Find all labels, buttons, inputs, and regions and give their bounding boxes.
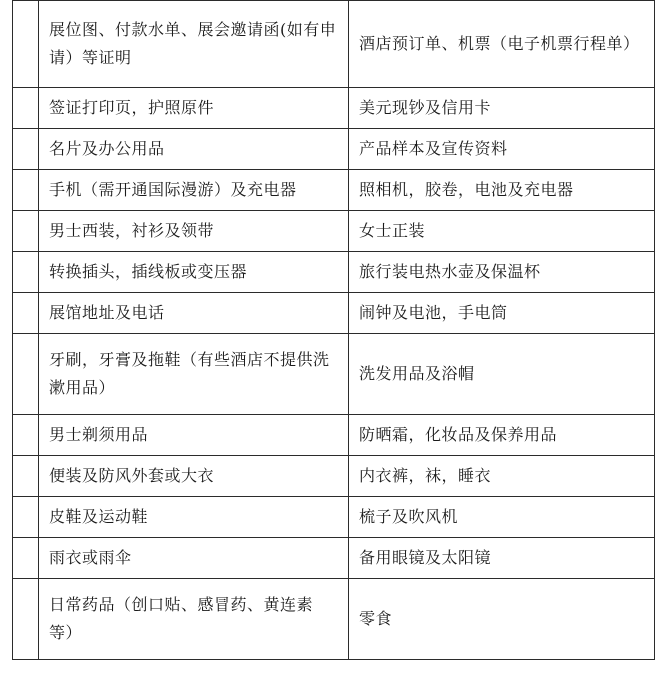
right-item-cell: 闹钟及电池，手电筒: [349, 293, 655, 334]
table-row: [13, 1, 655, 88]
table-row: [13, 456, 655, 497]
right-item-cell: 零食: [349, 579, 655, 660]
left-item-cell: 转换插头，插线板或变压器: [39, 252, 349, 293]
row-marker-cell: [13, 538, 39, 579]
right-item-cell: 酒店预订单、机票（电子机票行程单）: [349, 1, 655, 88]
row-marker-cell: [13, 88, 39, 129]
right-item-cell: 旅行装电热水壶及保温杯: [349, 252, 655, 293]
table-row: [13, 334, 655, 415]
right-item-cell: 美元现钞及信用卡: [349, 88, 655, 129]
left-item-cell: 便装及防风外套或大衣: [39, 456, 349, 497]
left-item-cell: 日常药品（创口贴、感冒药、黄连素等）: [39, 579, 349, 660]
row-marker-cell: [13, 579, 39, 660]
row-marker-cell: [13, 170, 39, 211]
table-row: [13, 579, 655, 660]
right-item-cell: 防晒霜，化妆品及保养用品: [349, 415, 655, 456]
right-item-cell: 洗发用品及浴帽: [349, 334, 655, 415]
right-item-cell: 照相机，胶卷，电池及充电器: [349, 170, 655, 211]
table-row: [13, 252, 655, 293]
row-marker-cell: [13, 334, 39, 415]
left-item-cell: 男士西装，衬衫及领带: [39, 211, 349, 252]
left-item-cell: 皮鞋及运动鞋: [39, 497, 349, 538]
right-item-cell: 内衣裤，袜，睡衣: [349, 456, 655, 497]
row-marker-cell: [13, 497, 39, 538]
table-row: [13, 129, 655, 170]
table-row: [13, 497, 655, 538]
row-marker-cell: [13, 211, 39, 252]
left-item-cell: 牙刷，牙膏及拖鞋（有些酒店不提供洗漱用品）: [39, 334, 349, 415]
right-item-cell: 女士正装: [349, 211, 655, 252]
table-row: [13, 538, 655, 579]
table-row: [13, 415, 655, 456]
left-item-cell: 名片及办公用品: [39, 129, 349, 170]
left-item-cell: 展位图、付款水单、展会邀请函(如有申请）等证明: [39, 1, 349, 88]
row-marker-cell: [13, 456, 39, 497]
packing-checklist-table: [12, 0, 655, 660]
row-marker-cell: [13, 129, 39, 170]
left-item-cell: 雨衣或雨伞: [39, 538, 349, 579]
right-item-cell: 备用眼镜及太阳镜: [349, 538, 655, 579]
row-marker-cell: [13, 415, 39, 456]
left-item-cell: 手机（需开通国际漫游）及充电器: [39, 170, 349, 211]
left-item-cell: 展馆地址及电话: [39, 293, 349, 334]
table-row: [13, 293, 655, 334]
table-row: [13, 170, 655, 211]
right-item-cell: 梳子及吹风机: [349, 497, 655, 538]
row-marker-cell: [13, 1, 39, 88]
left-item-cell: 签证打印页，护照原件: [39, 88, 349, 129]
row-marker-cell: [13, 293, 39, 334]
table-row: [13, 88, 655, 129]
right-item-cell: 产品样本及宣传资料: [349, 129, 655, 170]
row-marker-cell: [13, 252, 39, 293]
table-row: [13, 211, 655, 252]
left-item-cell: 男士剃须用品: [39, 415, 349, 456]
